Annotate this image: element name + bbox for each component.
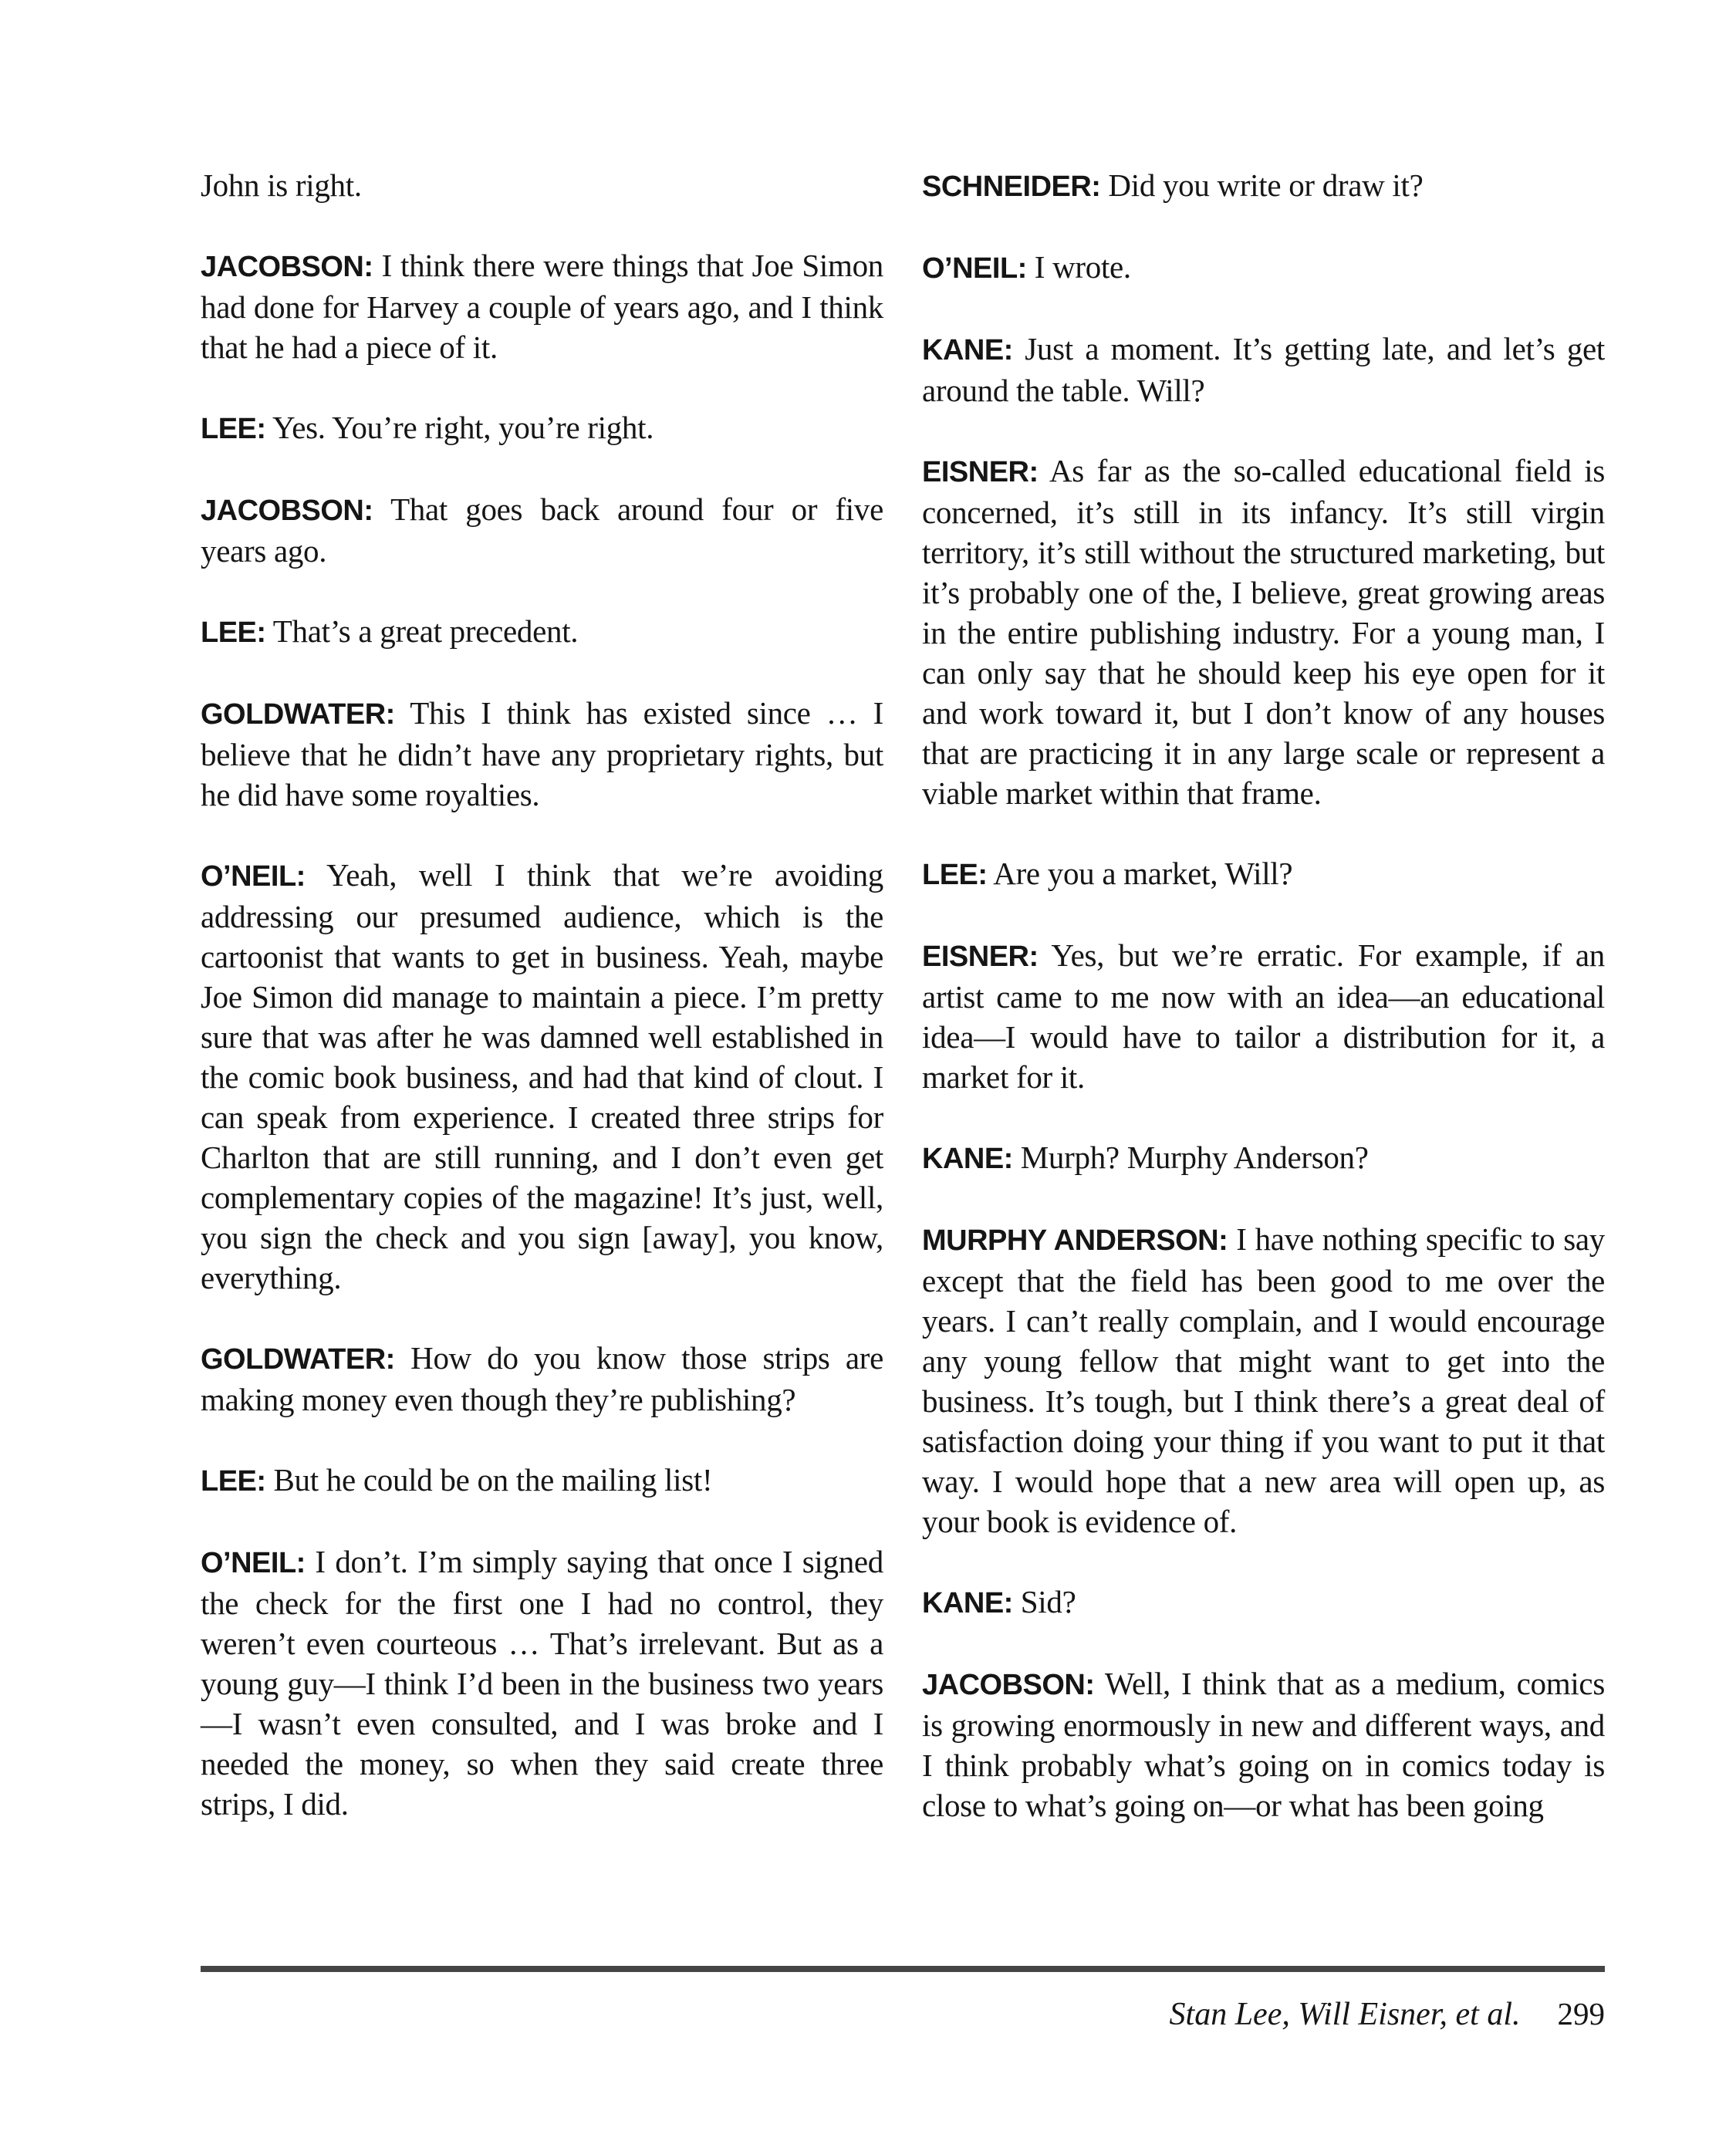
dialogue-paragraph: [922, 1137, 1605, 1179]
speaker-label: KANE:: [922, 1587, 1013, 1619]
dialogue-paragraph: [922, 1219, 1605, 1542]
dialogue-text: Yeah, well I think that we’re avoiding addressing our presumed audience, which is the cartoonist that wants to get in business. Yeah, maybe Joe Simon did manage to maintain a piece. I’m pretty sure that was after he was damned well established in the comic book business, and had that kind of clout. I can speak from experience. I created three strips for Charlton that are still running, and I don’t even get complementary copies of the magazine! It’s just, well, you sign the check and you sign [away], you know, everything.: [201, 857, 883, 1295]
dialogue-text: That’s a great precedent.: [272, 613, 579, 649]
speaker-label: O’NEIL:: [201, 860, 306, 893]
speaker-label: JACOBSON:: [201, 251, 373, 283]
speaker-label: O’NEIL:: [922, 252, 1027, 285]
speaker-label: JACOBSON:: [922, 1669, 1095, 1701]
dialogue-paragraph: [201, 1542, 883, 1824]
dialogue-paragraph: [201, 693, 883, 815]
dialogue-paragraph: [201, 489, 883, 571]
speaker-label: KANE:: [922, 334, 1013, 366]
page-footer: [201, 1966, 1605, 2033]
dialogue-paragraph: [201, 245, 883, 367]
dialogue-text: This I think has existed since … I believe that he didn’t have any proprietary rights, but he did have some royalties.: [201, 695, 883, 812]
speaker-label: LEE:: [922, 859, 988, 891]
dialogue-text: I don’t. I’m simply saying that once I signed the check for the first one I had no control, they weren’t even courteous … That’s irrelevant. But as a young guy—I think I’d been in the business two years—I wasn’t even consulted, and I was broke and I needed the money, so when they said create three strips, I did.: [201, 1544, 884, 1822]
dialogue-paragraph: [922, 165, 1605, 207]
continuation-paragraph: [201, 165, 883, 205]
speaker-label: LEE:: [201, 413, 266, 445]
speaker-label: O’NEIL:: [201, 1547, 306, 1579]
dialogue-paragraph: [201, 1338, 883, 1420]
footer-rule: [201, 1966, 1605, 1972]
speaker-label: SCHNEIDER:: [922, 171, 1101, 203]
right-column: [922, 165, 1605, 1866]
dialogue-text: I wrote.: [1034, 249, 1131, 285]
dialogue-text: Just a moment. It’s getting late, and let’s get around the table. Will?: [922, 331, 1606, 408]
dialogue-paragraph: [922, 451, 1605, 813]
speaker-label: GOLDWATER:: [201, 1343, 395, 1376]
speaker-label: GOLDWATER:: [201, 698, 395, 731]
running-footer: [201, 1995, 1605, 2033]
dialogue-text: I think there were things that Joe Simon had done for Harvey a couple of years ago, and I think that he had a piece of it.: [201, 248, 883, 365]
speaker-label: LEE:: [201, 1465, 266, 1498]
footer-attribution: Stan Lee, Will Eisner, et al.: [1169, 1997, 1521, 2032]
dialogue-text: As far as the so-called educational field is concerned, it’s still in its infancy. It’s still virgin territory, it’s still without the structured marketing, but it’s probably one of the, I believe, great growing areas in the entire publishing industry. For a young man, I can only say that he should keep his eye open for it and work toward it, but I don’t know of any houses that are practicing it in any large scale or represent a viable market within that frame.: [922, 453, 1605, 811]
dialogue-paragraph: [922, 853, 1605, 895]
dialogue-text: But he could be on the mailing list!: [273, 1462, 713, 1498]
speaker-label: JACOBSON:: [201, 495, 373, 527]
speaker-label: LEE:: [201, 616, 266, 649]
dialogue-text: John is right.: [201, 167, 362, 203]
dialogue-paragraph: [922, 1582, 1605, 1623]
dialogue-paragraph: [922, 247, 1605, 289]
dialogue-paragraph: [922, 1663, 1605, 1825]
speaker-label: KANE:: [922, 1143, 1013, 1175]
dialogue-text: Murph? Murphy Anderson?: [1020, 1140, 1369, 1175]
dialogue-text: Well, I think that as a medium, comics is growing enormously in new and different ways, and I think probably what’s going on in comics today is close to what’s going on—or what has been going: [922, 1666, 1605, 1823]
dialogue-text: Yes. You’re right, you’re right.: [272, 410, 654, 445]
dialogue-paragraph: [201, 855, 883, 1298]
dialogue-text: Are you a market, Will?: [993, 856, 1293, 891]
dialogue-paragraph: [922, 935, 1605, 1097]
speaker-label: MURPHY ANDERSON:: [922, 1224, 1228, 1257]
page-number: 299: [1557, 1996, 1605, 2031]
dialogue-text: How do you know those strips are making money even though they’re publishing?: [201, 1340, 884, 1417]
left-column: [201, 165, 883, 1866]
dialogue-text: That goes back around four or five years ago.: [201, 491, 883, 569]
dialogue-paragraph: [201, 407, 883, 449]
speaker-label: EISNER:: [922, 456, 1039, 488]
dialogue-text: Did you write or draw it?: [1108, 167, 1424, 203]
dialogue-text: Yes, but we’re erratic. For example, if an artist came to me now with an idea—an educational idea—I would have to tailor a distribution for it, a market for it.: [922, 937, 1605, 1095]
dialogue-text: Sid?: [1020, 1584, 1076, 1619]
speaker-label: EISNER:: [922, 940, 1039, 973]
dialogue-text: I have nothing specific to say except that the field has been good to me over the years. I can’t really complain, and I would encourage any young fellow that might want to get into the business. It’s tough, but I think there’s a great deal of satisfaction doing your thing if you want to put it that way. I would hope that a new area will open up, as your book is evidence of.: [922, 1221, 1605, 1539]
dialogue-paragraph: [922, 329, 1605, 410]
dialogue-paragraph: [201, 1460, 883, 1501]
dialogue-paragraph: [201, 611, 883, 653]
